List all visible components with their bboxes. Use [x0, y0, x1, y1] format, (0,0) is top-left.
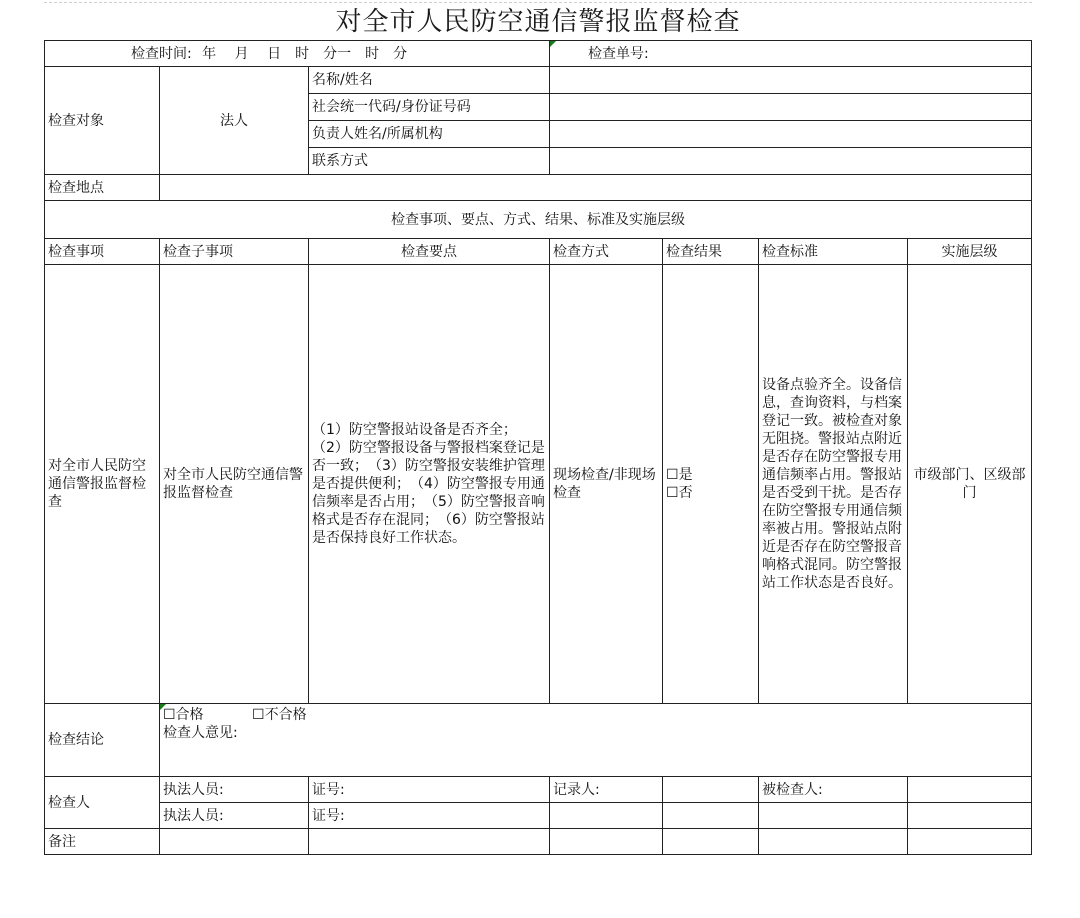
conclusion-pass-checkbox[interactable]: ☐合格: [163, 707, 204, 723]
subject-label: 检查对象: [45, 67, 160, 175]
subject-code-input[interactable]: [550, 94, 1032, 121]
section-heading-row: [45, 201, 1032, 239]
page-top-dashed-rule: [44, 2, 1032, 3]
remarks-input[interactable]: [908, 829, 1032, 855]
conclusion-row: [45, 704, 1032, 777]
empty-cell[interactable]: [663, 803, 759, 829]
inspection-form-table: [44, 40, 1032, 855]
inspector-row-1: [45, 777, 1032, 803]
recorder-input[interactable]: [663, 777, 759, 803]
subject-type: 法人: [160, 67, 309, 175]
inspection-item-row: [45, 265, 1032, 704]
inspection-number-label: 检查单号:: [588, 45, 649, 62]
item-key-points: （1）防空警报站设备是否齐全； （2）防空警报设备与警报档案登记是否一致； （3）防空警报安装维护管理是否提供便利； （4）防空警报专用通信频率是否占用； （5）防空警报音响格式是否存在混同； （6）防空警报站是否保持良好工作状态。: [309, 265, 550, 704]
cert-label: 证号:: [309, 803, 550, 829]
subject-field-label: 负责人姓名/所属机构: [309, 121, 550, 148]
remarks-input[interactable]: [160, 829, 309, 855]
inspection-number-cell[interactable]: [550, 41, 1032, 67]
subject-field-label: 联系方式: [309, 148, 550, 175]
remarks-label: 备注: [45, 829, 160, 855]
subject-field-label: 社会统一代码/身份证号码: [309, 94, 550, 121]
opinion-label: 检查人意见:: [163, 725, 238, 741]
conclusion-cell: [160, 704, 1032, 777]
location-row: [45, 175, 1032, 201]
conclusion-fail-checkbox[interactable]: ☐不合格: [252, 707, 307, 723]
inspection-time-fields: 年 月 日 时 分一 时 分: [202, 45, 408, 62]
inspected-label: 被检查人:: [759, 777, 908, 803]
subject-field-label: 名称/姓名: [309, 67, 550, 94]
inspector-row-2: [45, 803, 1032, 829]
cert-label: 证号:: [309, 777, 550, 803]
column-header: 检查结果: [663, 239, 759, 265]
empty-cell[interactable]: [550, 803, 663, 829]
item-matter: 对全市人民防空通信警报监督检查: [45, 265, 160, 704]
item-result-cell: [663, 265, 759, 704]
remarks-input[interactable]: [663, 829, 759, 855]
inspection-time-label: 检查时间:: [131, 45, 192, 62]
item-sub-matter: 对全市人民防空通信警报监督检查: [160, 265, 309, 704]
inspected-input[interactable]: [908, 777, 1032, 803]
inspection-time-cell[interactable]: [45, 41, 550, 67]
subject-contact-input[interactable]: [550, 148, 1032, 175]
remarks-input[interactable]: [759, 829, 908, 855]
location-input[interactable]: [160, 175, 1032, 201]
result-yes-checkbox[interactable]: ☐是: [666, 467, 693, 483]
column-header: 实施层级: [908, 239, 1032, 265]
item-level: 市级部门、区级部门: [908, 265, 1032, 704]
column-header-row: [45, 239, 1032, 265]
location-label: 检查地点: [45, 175, 160, 201]
column-header: 检查要点: [309, 239, 550, 265]
empty-cell[interactable]: [759, 803, 908, 829]
column-header: 检查子事项: [160, 239, 309, 265]
remarks-row: [45, 829, 1032, 855]
cell-comment-marker: [160, 704, 166, 710]
item-standard: 设备点验齐全。设备信息，查询资料，与档案登记一致。被检查对象无阻挠。警报站点附近是否存在防空警报专用通信频率占用。警报站是否受到干扰。是否存在防空警报专用通信频率被占用。警报站点附近是否存在防空警报音响格式混同。防空警报站工作状态是否良好。: [759, 265, 908, 704]
form-title: 对全市人民防空通信警报监督检查: [335, 7, 741, 37]
inspectors-label: 检查人: [45, 777, 160, 829]
remarks-input[interactable]: [550, 829, 663, 855]
section-heading: 检查事项、要点、方式、结果、标准及实施层级: [45, 201, 1032, 239]
column-header: 检查事项: [45, 239, 160, 265]
cell-comment-marker: [550, 41, 556, 47]
column-header: 检查标准: [759, 239, 908, 265]
officer-label: 执法人员:: [160, 803, 309, 829]
subject-row-name: [45, 67, 1032, 94]
result-no-checkbox[interactable]: ☐否: [666, 485, 693, 501]
subject-manager-input[interactable]: [550, 121, 1032, 148]
conclusion-label: 检查结论: [45, 704, 160, 777]
remarks-input[interactable]: [309, 829, 550, 855]
header-row: [45, 41, 1032, 67]
subject-name-input[interactable]: [550, 67, 1032, 94]
officer-label: 执法人员:: [160, 777, 309, 803]
column-header: 检查方式: [550, 239, 663, 265]
recorder-label: 记录人:: [550, 777, 663, 803]
item-method: 现场检查/非现场检查: [550, 265, 663, 704]
empty-cell[interactable]: [908, 803, 1032, 829]
